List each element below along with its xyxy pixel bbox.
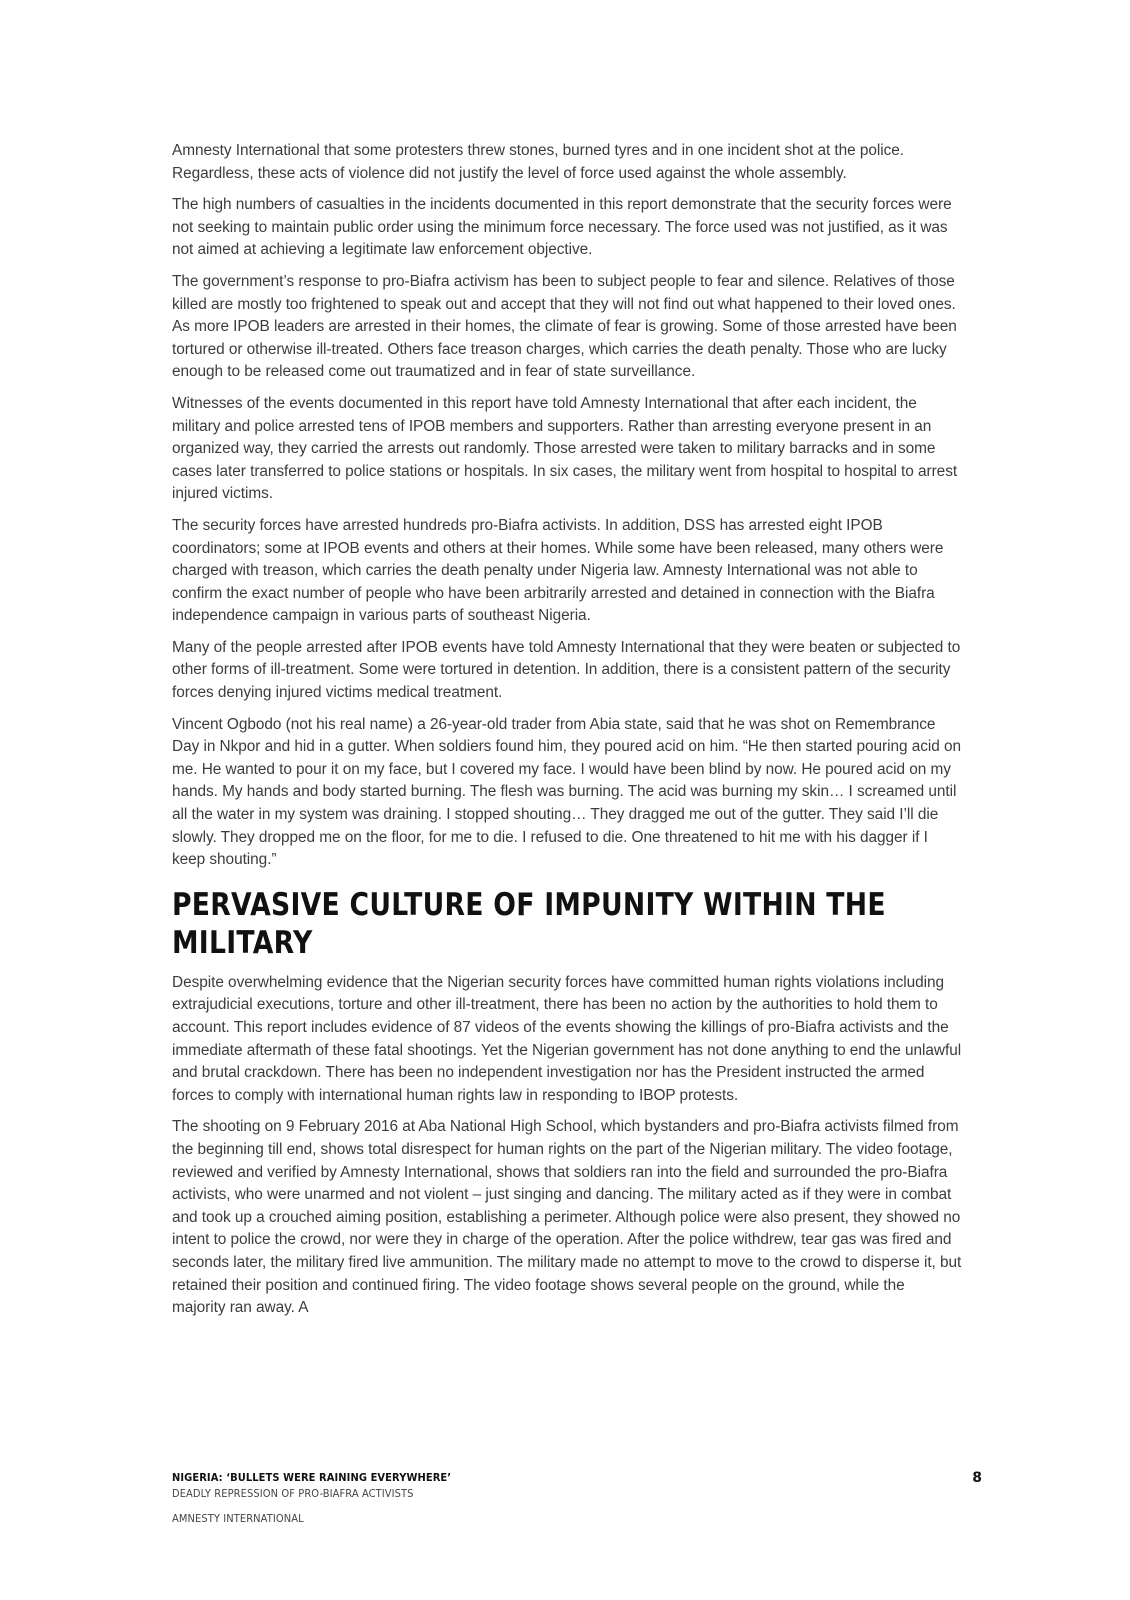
footer-report-subtitle: DEADLY REPRESSION OF PRO-BIAFRA ACTIVISTS [172,1487,414,1500]
body-paragraph: Witnesses of the events documented in this report have told Amnesty International that after each incident, the military and police arrested tens of IPOB members and supporters. Rather than arresting everyone present in an organized way, they carried the arrests out randomly. Those arrested were taken to military barracks and in some cases later transferred to police stations or hospitals. In six cases, the military went from hospital to hospital to arrest injured victims. [172,394,958,503]
testimony-paragraph: Vincent Ogbodo (not his real name) a 26-year-old trader from Abia state, said that he was shot on Remembrance Day in Nkpor and hid in a gutter. When soldiers found him, they poured acid on him. “He then started pouring acid on me. He wanted to pour it on my face, but I covered my face. I would have been blind by now. He poured acid on my hands. My hands and body started burning. The flesh was burning. The acid was burning my skin… I screamed until all the water in my system was draining. I stopped shouting… They dragged me out of the gutter. They said I’ll die slowly. They dropped me on the floor, for me to die. I refused to die. One threatened to hit me with his dagger if I keep shouting.” [172,715,961,869]
body-paragraph: The shooting on 9 February 2016 at Aba National High School, which bystanders and pro-Biafra activists filmed from the beginning till end, shows total disrespect for human rights on the part of the Nigerian military. The video footage, reviewed and verified by Amnesty International, shows that soldiers ran into the field and surrounded the pro-Biafra activists, who were unarmed and not violent – just singing and dancing. The military acted as if they were in combat and took up a crouched aiming position, establishing a perimeter. Although police were also present, they showed no intent to police the crowd, nor were they in charge of the operation. After the police withdrew, tear gas was fired and seconds later, the military fired live ammunition. The military made no attempt to move to the crowd to disperse it, but retained their position and continued firing. The video footage shows several people on the ground, while the majority ran away. A [172,1118,962,1317]
document-body [172,140,962,1329]
page-number: 8 [972,1470,982,1486]
body-paragraph: Despite overwhelming evidence that the Nigerian security forces have committed human rights violations including extrajudicial executions, torture and other ill-treatment, there has been no action by the authorities to hold them to account. This report includes evidence of 87 videos of the events showing the killings of pro-Biafra activists and the immediate aftermath of these fatal shootings. Yet the Nigerian government has not done anything to end the unlawful and brutal crackdown. There has been no independent investigation nor has the President instructed the armed forces to comply with international human rights law in responding to IBOP protests. [172,973,962,1104]
body-paragraph: Many of the people arrested after IPOB events have told Amnesty International that they were beaten or subjected to other forms of ill-treatment. Some were tortured in detention. In addition, there is a consistent pattern of the security forces denying injured victims medical treatment. [172,638,961,702]
body-paragraph: Amnesty International that some protesters threw stones, burned tyres and in one incident shot at the police. Regardless, these acts of violence did not justify the level of force used against the whole assembly. [172,142,905,182]
footer-organization: AMNESTY INTERNATIONAL [172,1512,304,1525]
section-heading: PERVASIVE CULTURE OF IMPUNITY WITHIN THE MILITARY [172,886,886,961]
body-paragraph: The high numbers of casualties in the incidents documented in this report demonstrate that the security forces were not seeking to maintain public order using the minimum force necessary. The force used was not justified, as it was not aimed at achieving a legitimate law enforcement objective. [172,196,952,259]
footer-report-title: NIGERIA: ‘BULLETS WERE RAINING EVERYWHERE’ [172,1471,452,1484]
body-paragraph: The government’s response to pro-Biafra activism has been to subject people to fear and silence. Relatives of those killed are mostly too frightened to speak out and accept that they will not find out what happened to their loved ones. As more IPOB leaders are arrested in their homes, the climate of fear is growing. Some of those arrested have been tortured or otherwise ill-treated. Others face treason charges, which carries the death penalty. Those who are lucky enough to be released come out traumatized and in fear of state surveillance. [172,272,957,381]
body-paragraph: The security forces have arrested hundreds pro-Biafra activists. In addition, DSS has arrested eight IPOB coordinators; some at IPOB events and others at their homes. While some have been released, many others were charged with treason, which carries the death penalty under Nigeria law. Amnesty International was not able to confirm the exact number of people who have been arbitrarily arrested and detained in connection with the Biafra independence campaign in various parts of southeast Nigeria. [172,516,944,625]
page-footer [172,1470,982,1527]
